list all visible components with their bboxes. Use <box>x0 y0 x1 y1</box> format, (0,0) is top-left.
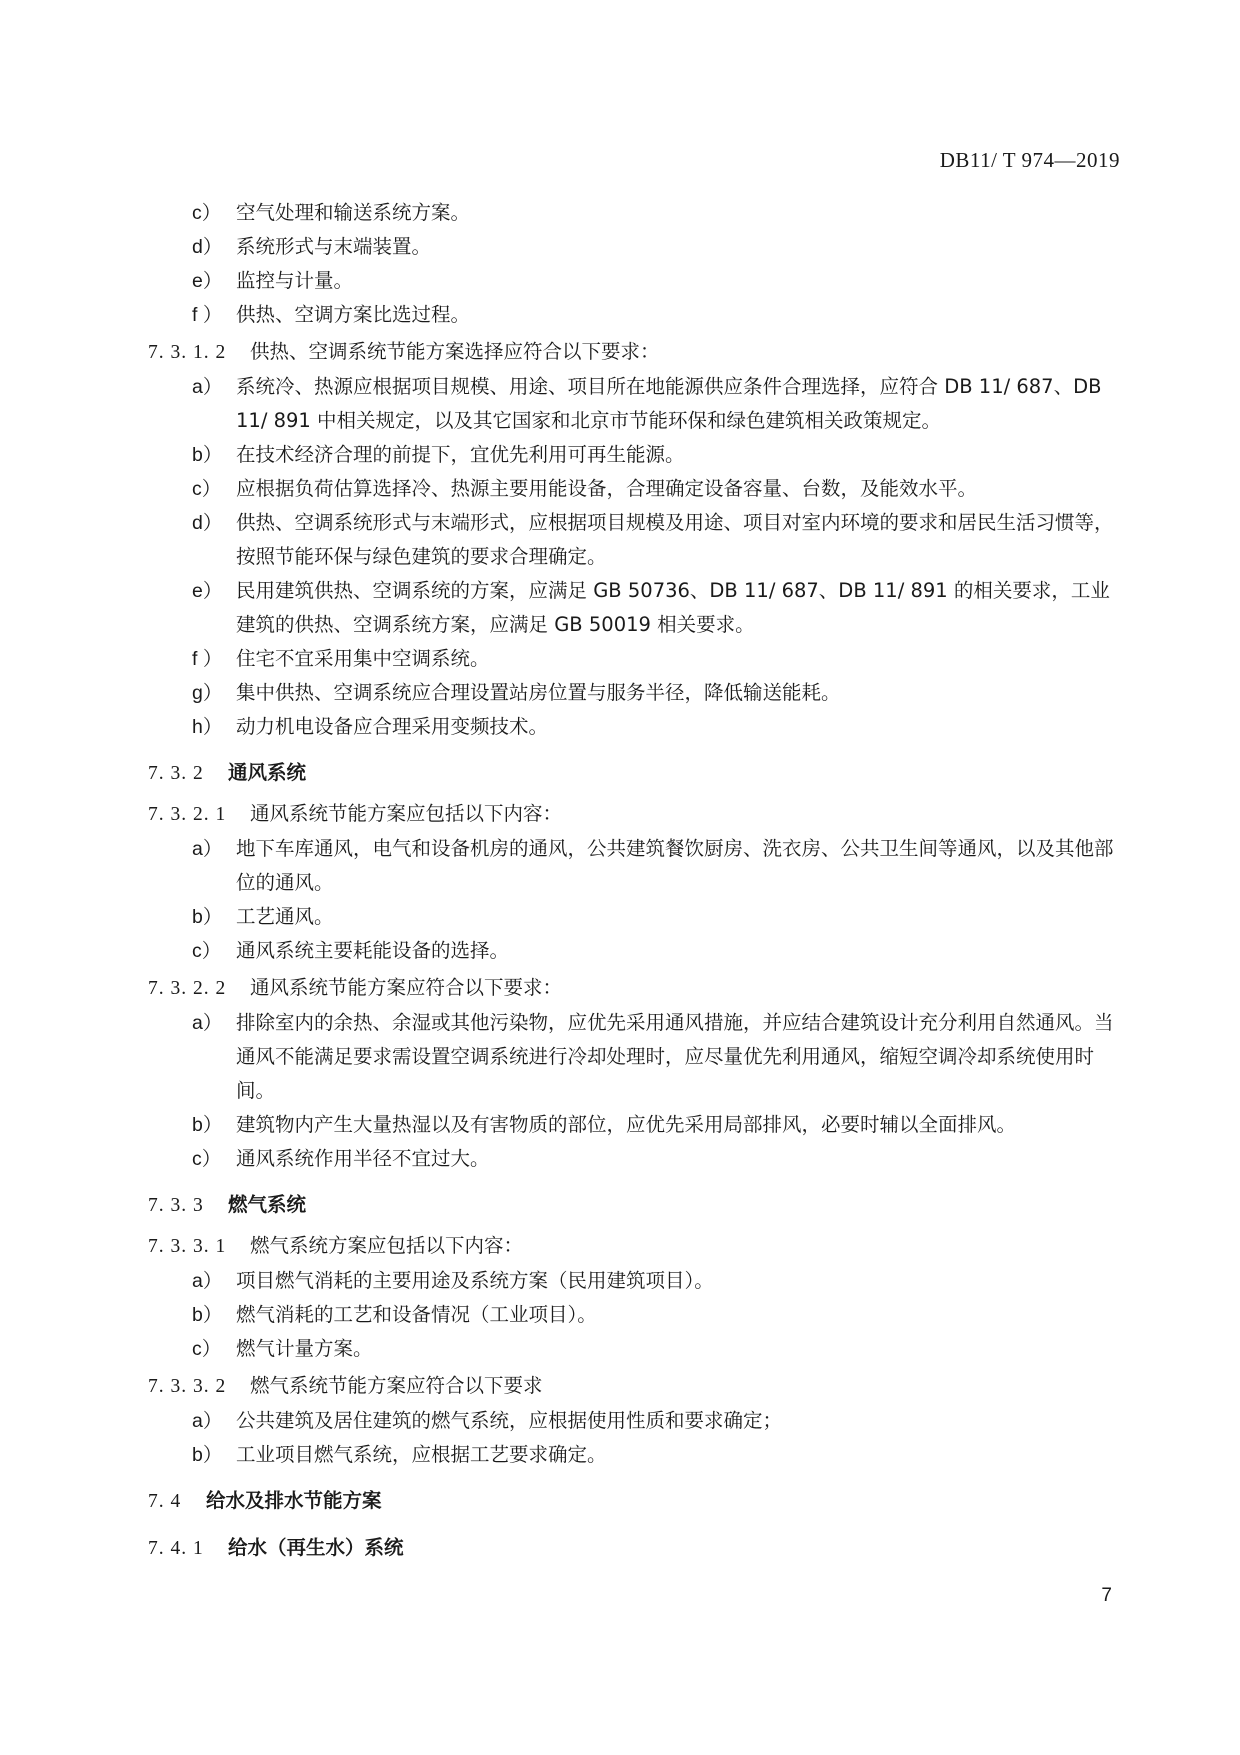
list-item-label: b） <box>192 1444 223 1466</box>
list-item-text: 民用建筑供热、空调系统的方案，应满足 GB 50736、DB 11/ 687、DB 11/ 891 的相关要求，工业建筑的供热、空调系统方案，应满足 GB 50019 相关要求。 <box>236 579 1110 636</box>
list-item-label: f ） <box>192 648 223 670</box>
list-item-label: d） <box>192 236 223 258</box>
list-b0 <box>148 196 1118 332</box>
list-item <box>148 710 1118 744</box>
clause-number: 7. 3. 2. 2 <box>148 978 227 999</box>
heading-number: 7. 4 <box>148 1491 182 1512</box>
heading-number: 7. 3. 3 <box>148 1195 204 1216</box>
list-item-label: b） <box>192 906 223 928</box>
list-item-label: g） <box>192 682 223 704</box>
clause-number: 7. 3. 3. 1 <box>148 1236 227 1257</box>
clause-7-3-2-1 <box>148 797 1118 832</box>
list-item-text: 供热、空调方案比选过程。 <box>236 303 471 326</box>
heading-number: 7. 3. 2 <box>148 763 204 784</box>
list-b5 <box>148 1404 1118 1472</box>
list-item-label: a） <box>192 1012 223 1034</box>
clause-7-3-3-1 <box>148 1229 1118 1264</box>
list-item-label: c） <box>192 940 222 962</box>
list-item <box>148 298 1118 332</box>
list-item-text: 集中供热、空调系统应合理设置站房位置与服务半径，降低输送能耗。 <box>236 681 841 704</box>
page-content <box>148 196 1118 1572</box>
clause-7-3-3-2 <box>148 1369 1118 1404</box>
clause-7-3-1-2 <box>148 335 1118 370</box>
list-item <box>148 574 1118 642</box>
list-item-label: e） <box>192 270 223 292</box>
list-item-text: 空气处理和输送系统方案。 <box>236 201 471 224</box>
list-item-label: c） <box>192 202 222 224</box>
list-item-text: 排除室内的余热、余湿或其他污染物，应优先采用通风措施，并应结合建筑设计充分利用自然通风。当通风不能满足要求需设置空调系统进行冷却处理时，应尽量优先利用通风，缩短空调冷却系统使用时间。 <box>236 1011 1114 1102</box>
list-item-label: c） <box>192 478 222 500</box>
list-item <box>148 370 1118 438</box>
list-item <box>148 1108 1118 1142</box>
list-item-label: a） <box>192 1270 223 1292</box>
list-item <box>148 472 1118 506</box>
list-item-label: a） <box>192 1410 223 1432</box>
list-item-text: 项目燃气消耗的主要用途及系统方案（民用建筑项目）。 <box>236 1269 714 1292</box>
document-code-header: DB11/ T 974—2019 <box>939 148 1120 172</box>
clause-text: 通风系统节能方案应符合以下要求： <box>250 976 563 999</box>
list-item <box>148 900 1118 934</box>
list-item-label: b） <box>192 1304 223 1326</box>
list-item <box>148 438 1118 472</box>
list-b1 <box>148 370 1118 744</box>
list-item-text: 地下车库通风，电气和设备机房的通风，公共建筑餐饮厨房、洗衣房、公共卫生间等通风，以及其他部位的通风。 <box>236 837 1114 894</box>
heading-text: 给水（再生水）系统 <box>228 1536 404 1559</box>
list-item-text: 通风系统主要耗能设备的选择。 <box>236 939 510 962</box>
list-item-label: c） <box>192 1338 222 1360</box>
list-b2 <box>148 832 1118 968</box>
clause-number: 7. 3. 2. 1 <box>148 804 227 825</box>
list-b4 <box>148 1264 1118 1366</box>
list-item-text: 供热、空调系统形式与末端形式，应根据项目规模及用途、项目对室内环境的要求和居民生活习惯等，按照节能环保与绿色建筑的要求合理确定。 <box>236 511 1114 568</box>
list-item <box>148 506 1118 574</box>
list-item <box>148 196 1118 230</box>
heading-text: 给水及排水节能方案 <box>206 1489 382 1512</box>
clause-text: 通风系统节能方案应包括以下内容： <box>250 802 563 825</box>
list-item-text: 系统形式与末端装置。 <box>236 235 432 258</box>
list-item <box>148 1438 1118 1472</box>
heading-7-3-3 <box>148 1188 1118 1223</box>
list-item-text: 动力机电设备应合理采用变频技术。 <box>236 715 549 738</box>
page-number: 7 <box>1101 1585 1112 1606</box>
list-item <box>148 1298 1118 1332</box>
clause-text: 供热、空调系统节能方案选择应符合以下要求： <box>250 340 660 363</box>
list-item-text: 住宅不宜采用集中空调系统。 <box>236 647 490 670</box>
list-item-text: 监控与计量。 <box>236 269 354 292</box>
clause-number: 7. 3. 1. 2 <box>148 342 227 363</box>
list-item <box>148 934 1118 968</box>
list-item <box>148 1142 1118 1176</box>
clause-text: 燃气系统方案应包括以下内容： <box>250 1234 524 1257</box>
heading-7-4-1 <box>148 1531 1118 1566</box>
heading-number: 7. 4. 1 <box>148 1538 204 1559</box>
list-item-text: 燃气消耗的工艺和设备情况（工业项目）。 <box>236 1303 597 1326</box>
list-b3 <box>148 1006 1118 1176</box>
list-item-text: 在技术经济合理的前提下，宜优先利用可再生能源。 <box>236 443 685 466</box>
list-item-text: 工业项目燃气系统，应根据工艺要求确定。 <box>236 1443 607 1466</box>
list-item <box>148 1006 1118 1108</box>
list-item-label: d） <box>192 512 223 534</box>
clause-number: 7. 3. 3. 2 <box>148 1376 227 1397</box>
list-item <box>148 676 1118 710</box>
list-item-label: a） <box>192 376 223 398</box>
list-item-label: b） <box>192 444 223 466</box>
list-item-label: h） <box>192 716 223 738</box>
clause-7-3-2-2 <box>148 971 1118 1006</box>
list-item-label: b） <box>192 1114 223 1136</box>
list-item <box>148 1404 1118 1438</box>
list-item-text: 系统冷、热源应根据项目规模、用途、项目所在地能源供应条件合理选择，应符合 DB 11/ 687、DB 11/ 891 中相关规定，以及其它国家和北京市节能环保和绿色建筑相关政策规定。 <box>236 375 1102 432</box>
list-item <box>148 832 1118 900</box>
list-item-label: f ） <box>192 304 223 326</box>
clause-text: 燃气系统节能方案应符合以下要求 <box>250 1374 543 1397</box>
list-item-label: e） <box>192 580 223 602</box>
list-item <box>148 642 1118 676</box>
list-item-text: 通风系统作用半径不宜过大。 <box>236 1147 490 1170</box>
list-item <box>148 230 1118 264</box>
heading-text: 燃气系统 <box>228 1193 307 1216</box>
list-item-text: 应根据负荷估算选择冷、热源主要用能设备，合理确定设备容量、台数，及能效水平。 <box>236 477 978 500</box>
list-item <box>148 1264 1118 1298</box>
list-item-text: 公共建筑及居住建筑的燃气系统，应根据使用性质和要求确定； <box>236 1409 783 1432</box>
heading-7-4 <box>148 1484 1118 1519</box>
heading-text: 通风系统 <box>228 761 307 784</box>
list-item-label: c） <box>192 1148 222 1170</box>
list-item <box>148 1332 1118 1366</box>
list-item-text: 工艺通风。 <box>236 905 334 928</box>
list-item-text: 燃气计量方案。 <box>236 1337 373 1360</box>
list-item-text: 建筑物内产生大量热湿以及有害物质的部位，应优先采用局部排风，必要时辅以全面排风。 <box>236 1113 1017 1136</box>
list-item-label: a） <box>192 838 223 860</box>
heading-7-3-2 <box>148 756 1118 791</box>
list-item <box>148 264 1118 298</box>
